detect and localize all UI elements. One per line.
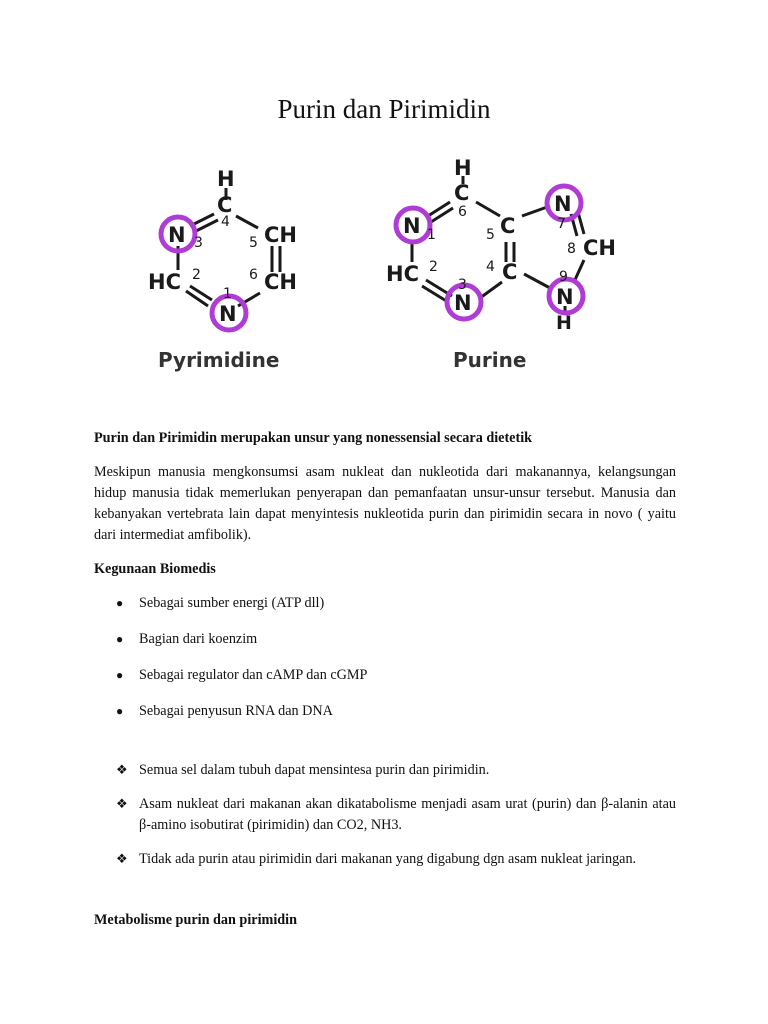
bullet-icon: ● [116, 596, 124, 610]
list-item: ❖ Asam nukleat dari makanan akan dikatabolisme menjadi asam urat (purin) dan β-alanin atau β-amino isobutirat (pirimidin) dan CO2, NH3. [116, 796, 676, 833]
section-heading-metabolisme: Metabolisme purin dan pirimidin [94, 912, 297, 928]
pur-hc2: HC [386, 262, 419, 286]
bullet-icon: ● [116, 704, 124, 718]
pur-h6: H [454, 156, 472, 180]
purine-pyrimidine-figure [140, 150, 640, 390]
list-item: ❖ Semua sel dalam tubuh dapat mensintesa purin dan pirimidin. [94, 760, 676, 781]
pyr-n1: N [219, 302, 237, 326]
list-item: ● Sebagai regulator dan cAMP dan cGMP [94, 665, 676, 686]
list-item: ❖ Tidak ada purin atau pirimidin dari makanan yang digabung dgn asam nukleat jaringan. [94, 849, 676, 870]
pur-num-4: 4 [486, 259, 495, 275]
bullet-icon: ● [116, 668, 124, 682]
structure-diagram [140, 150, 640, 390]
pur-n7: N [554, 192, 572, 216]
pur-num-1: 1 [427, 227, 436, 243]
pyr-num-3: 3 [194, 235, 203, 251]
pur-n1: N [403, 214, 421, 238]
pur-c6: C [454, 181, 470, 205]
pur-num-6: 6 [458, 204, 467, 220]
pur-num-3: 3 [458, 277, 467, 293]
facts-list [94, 760, 676, 870]
diamond-bullet-icon: ❖ [116, 852, 128, 867]
pyr-h: H [217, 167, 235, 191]
section-heading-kegunaan: Kegunaan Biomedis [94, 561, 216, 577]
list-item: ● Sebagai penyusun RNA dan DNA [94, 701, 676, 722]
pur-c5: C [500, 214, 516, 238]
pur-h9: H [556, 312, 572, 334]
section-heading-nonessensial: Purin dan Pirimidin merupakan unsur yang nonessensial secara dietetik [94, 430, 533, 446]
pyr-ch6: CH [264, 270, 297, 294]
pur-num-5: 5 [486, 227, 495, 243]
pyr-num-2: 2 [192, 267, 201, 283]
kegunaan-list [94, 593, 676, 722]
pyr-num-6: 6 [249, 267, 258, 283]
pyr-num-5: 5 [249, 235, 258, 251]
list-item: ● Bagian dari koenzim [94, 629, 676, 650]
bullet-icon: ● [116, 632, 124, 646]
purine-caption: Purine [453, 348, 527, 372]
page-title: Purin dan Pirimidin [277, 94, 491, 124]
list-item: ● Sebagai sumber energi (ATP dll) [94, 593, 676, 614]
pyr-n3: N [168, 223, 186, 247]
pyrimidine-caption: Pyrimidine [158, 348, 280, 372]
pyr-ch5: CH [264, 223, 297, 247]
diamond-bullet-icon: ❖ [116, 763, 128, 778]
diamond-bullet-icon: ❖ [116, 797, 128, 812]
pur-num-8: 8 [567, 241, 576, 257]
pyr-hc2: HC [148, 270, 181, 294]
pur-c4: C [502, 260, 518, 284]
pur-n3: N [454, 291, 472, 315]
pyr-num-1: 1 [223, 286, 232, 302]
pyr-c4: C [217, 193, 233, 217]
pyr-num-4: 4 [221, 214, 230, 230]
pur-num-2: 2 [429, 259, 438, 275]
intro-paragraph: Meskipun manusia mengkonsumsi asam nukleat dan nukleotida dari makanannya, kelangsungan hidup manusia tidak memerlukan penyerapan dan pemanfaatan unsur-unsur tersebut. Manusia dan kebanyakan vertebrata lain dapat menyintesis nukleotida purin dan pirimidin secara in novo ( yaitu dari intermediat amfibolik). [94, 464, 676, 543]
pur-num-9: 9 [559, 269, 568, 285]
pur-num-7: 7 [557, 216, 566, 232]
pur-n9: N [556, 285, 574, 309]
pur-ch8: CH [583, 236, 616, 260]
document-body [94, 428, 676, 931]
